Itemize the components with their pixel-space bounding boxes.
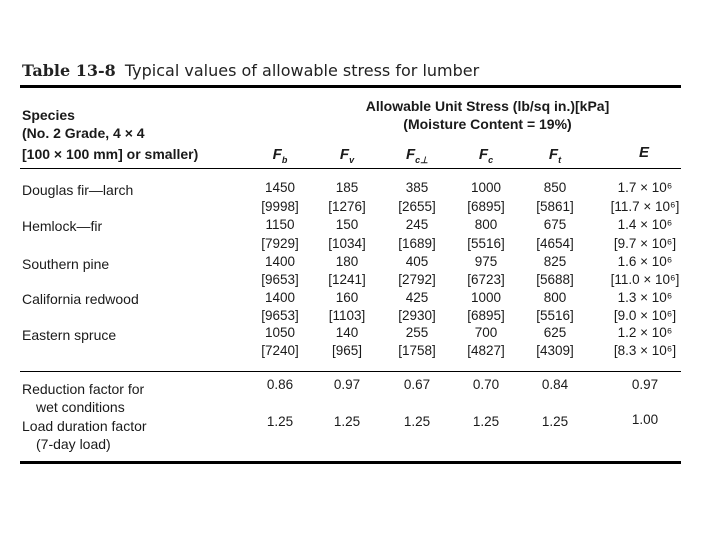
data-end-rule (20, 371, 681, 372)
cell-ft-kpa: [5688] (536, 272, 574, 287)
cell-e-kpa: [11.0 × 10⁶] (610, 272, 680, 287)
species-header-line-3: [100 × 100 mm] or smaller) (22, 146, 199, 162)
col-header-e: E (638, 144, 649, 161)
factor-value: 0.97 (631, 377, 659, 392)
factor-value: 1.00 (631, 412, 659, 427)
cell-fv-psi: 185 (335, 180, 359, 195)
species-header-line-2: (No. 2 Grade, 4 × 4 (22, 125, 145, 141)
cell-fc-kpa: [4827] (467, 343, 505, 358)
factor-label-line-2: (7-day load) (36, 436, 111, 452)
factor-value: 1.25 (541, 414, 569, 429)
cell-ft-kpa: [4309] (536, 343, 574, 358)
cell-fb-psi: 1150 (265, 217, 295, 232)
bottom-rule (20, 461, 681, 464)
factor-label-line-1: Load duration factor (22, 418, 147, 434)
cell-e-kpa: [11.7 × 10⁶] (610, 199, 680, 214)
cell-ft-psi: 850 (543, 180, 567, 195)
cell-fv-psi: 160 (335, 290, 359, 305)
cell-fcperp-kpa: [2930] (398, 308, 436, 323)
cell-fv-kpa: [965] (331, 343, 363, 358)
row-species: Hemlock—fir (22, 218, 103, 234)
cell-ft-kpa: [4654] (536, 236, 574, 251)
group-header-line-2: (Moisture Content = 19%) (403, 116, 572, 132)
cell-e-kpa: [9.0 × 10⁶] (613, 308, 677, 323)
cell-ft-psi: 625 (543, 325, 567, 340)
cell-fc-psi: 1000 (470, 290, 502, 305)
row-species: Southern pine (22, 256, 110, 272)
cell-fv-kpa: [1103] (328, 308, 366, 323)
row-species: California redwood (22, 291, 139, 307)
header-rule (20, 168, 681, 169)
cell-fb-kpa: [9653] (261, 272, 299, 287)
cell-fc-kpa: [6723] (467, 272, 505, 287)
cell-e-psi: 1.3 × 10⁶ (617, 290, 673, 305)
cell-fb-psi: 1400 (264, 254, 296, 269)
cell-e-psi: 1.7 × 10⁶ (617, 180, 673, 195)
factor-label-line-1: Reduction factor for (22, 381, 145, 397)
cell-fc-kpa: [6895] (467, 199, 505, 214)
factor-value: 0.97 (333, 377, 361, 392)
table-number: Table 13-8 (22, 61, 116, 80)
cell-fb-kpa: [9998] (261, 199, 299, 214)
cell-fb-psi: 1400 (264, 290, 296, 305)
cell-e-kpa: [8.3 × 10⁶] (613, 343, 677, 358)
factor-value: 1.25 (266, 414, 294, 429)
cell-ft-psi: 800 (543, 290, 567, 305)
cell-fcperp-kpa: [2655] (398, 199, 436, 214)
factor-value: 0.86 (266, 377, 294, 392)
cell-e-psi: 1.2 × 10⁶ (617, 325, 673, 340)
col-header-fb: $F_b$ (272, 146, 288, 165)
cell-e-psi: 1.4 × 10⁶ (617, 217, 673, 232)
cell-fb-psi: 1050 (264, 325, 296, 340)
cell-fcperp-psi: 425 (405, 290, 429, 305)
factor-value: 0.70 (472, 377, 500, 392)
factor-value: 1.25 (333, 414, 361, 429)
factor-value: 1.25 (403, 414, 431, 429)
cell-fcperp-psi: 255 (405, 325, 429, 340)
factor-value: 0.67 (403, 377, 431, 392)
cell-fb-kpa: [7929] (261, 236, 299, 251)
top-rule (20, 85, 681, 88)
cell-fv-kpa: [1276] (328, 199, 366, 214)
cell-ft-psi: 825 (543, 254, 567, 269)
col-header-fv: $F_v$ (339, 146, 355, 165)
factor-value: 1.25 (472, 414, 500, 429)
cell-fb-psi: 1450 (264, 180, 296, 195)
row-species: Eastern spruce (22, 327, 117, 343)
cell-ft-psi: 675 (543, 217, 567, 232)
cell-ft-kpa: [5516] (536, 308, 574, 323)
cell-fb-kpa: [7240] (261, 343, 299, 358)
cell-fc-psi: 800 (474, 217, 498, 232)
col-header-fc: $F_c$ (478, 146, 494, 165)
cell-fcperp-psi: 245 (405, 217, 429, 232)
cell-fc-kpa: [5516] (467, 236, 505, 251)
col-header-fc-perp: $F_{c\perp}$ (405, 146, 429, 165)
table-caption (22, 61, 479, 80)
cell-fc-psi: 700 (474, 325, 498, 340)
cell-e-psi: 1.6 × 10⁶ (617, 254, 673, 269)
cell-fcperp-psi: 385 (405, 180, 429, 195)
cell-fb-kpa: [9653] (261, 308, 299, 323)
cell-fcperp-kpa: [1689] (398, 236, 436, 251)
cell-fv-kpa: [1034] (328, 236, 366, 251)
table-title: Typical values of allowable stress for lumber (124, 61, 480, 80)
cell-fc-psi: 975 (474, 254, 498, 269)
factor-value: 0.84 (541, 377, 569, 392)
row-species: Douglas fir—larch (22, 182, 134, 198)
factor-label-line-2: wet conditions (36, 399, 125, 415)
col-header-ft: $F_t$ (548, 146, 562, 165)
cell-fv-kpa: [1241] (328, 272, 366, 287)
cell-fv-psi: 180 (335, 254, 359, 269)
cell-fcperp-kpa: [1758] (398, 343, 436, 358)
cell-fc-kpa: [6895] (467, 308, 505, 323)
group-header-line-1: Allowable Unit Stress (lb/sq in.)[kPa] (365, 98, 610, 114)
cell-ft-kpa: [5861] (536, 199, 574, 214)
cell-fv-psi: 150 (335, 217, 359, 232)
cell-fv-psi: 140 (335, 325, 359, 340)
cell-e-kpa: [9.7 × 10⁶] (613, 236, 677, 251)
cell-fcperp-psi: 405 (405, 254, 429, 269)
cell-fc-psi: 1000 (470, 180, 502, 195)
cell-fcperp-kpa: [2792] (398, 272, 436, 287)
species-header-line-1: Species (22, 107, 75, 123)
